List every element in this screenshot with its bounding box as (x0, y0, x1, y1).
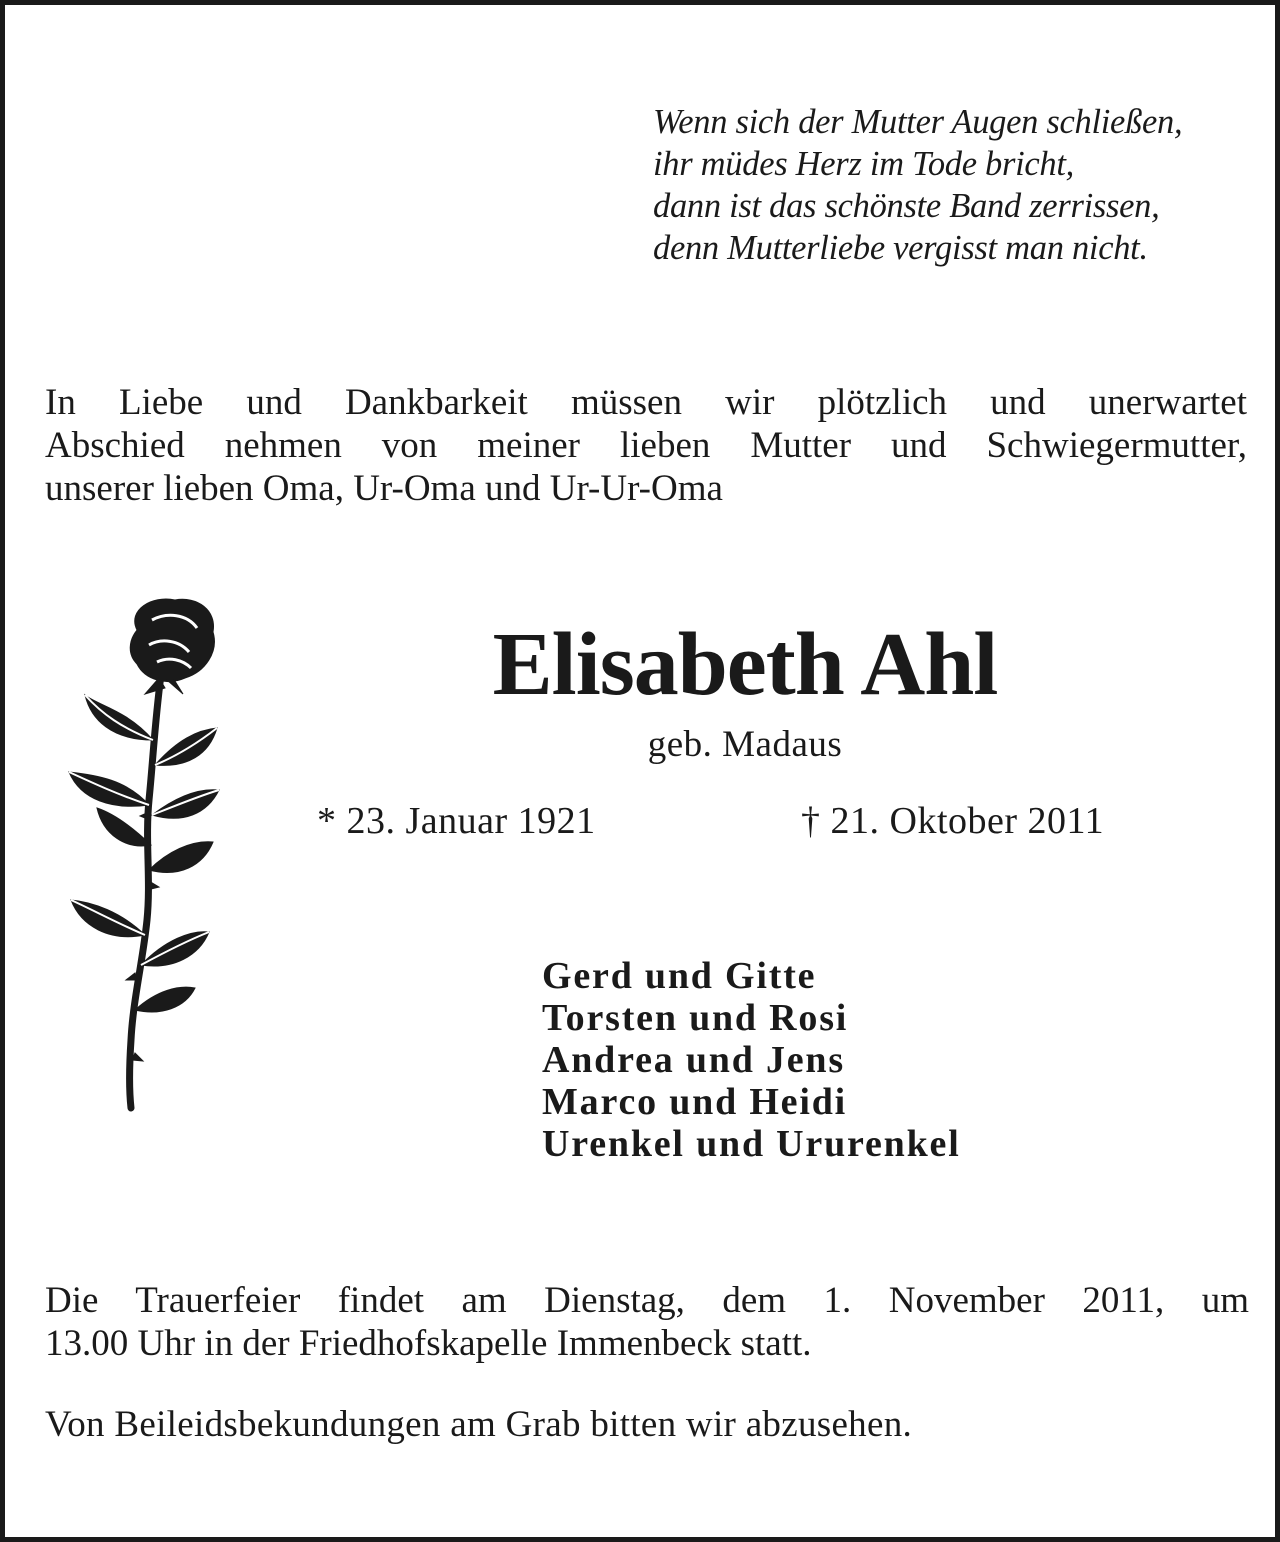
intro-line: unserer lieben Oma, Ur-Oma und Ur-Ur-Oma (45, 468, 723, 509)
death-date: † 21. Oktober 2011 (801, 800, 1105, 842)
condolence-note: Von Beileidsbekundungen am Grab bitten wir abzusehen. (45, 1404, 913, 1445)
poem-line: dann ist das schönste Band zerrissen, (653, 187, 1160, 225)
intro-line: Abschied nehmen von meiner lieben Mutter und Schwiegermutter, (45, 425, 1247, 466)
mourner-entry: Torsten und Rosi (542, 997, 849, 1039)
poem-line: denn Mutterliebe vergisst man nicht. (653, 229, 1148, 267)
rose-icon (57, 590, 237, 1115)
service-line: 13.00 Uhr in der Friedhofskapelle Immenbeck statt. (45, 1323, 812, 1364)
mourner-entry: Andrea und Jens (542, 1039, 845, 1081)
service-paragraph (45, 1279, 1249, 1365)
poem-line: Wenn sich der Mutter Augen schließen, (653, 103, 1183, 141)
service-line: Die Trauerfeier findet am Dienstag, dem 1. November 2011, um (45, 1280, 1249, 1321)
mourners-list (542, 955, 1142, 1165)
deceased-name: Elisabeth Ahl (492, 615, 998, 714)
poem (653, 101, 1263, 269)
maiden-name: geb. Madaus (647, 724, 843, 765)
intro-paragraph (45, 381, 1247, 510)
poem-line: ihr müdes Herz im Tode bricht, (653, 145, 1074, 183)
mourner-entry: Marco und Heidi (542, 1081, 847, 1123)
mourner-entry: Gerd und Gitte (542, 955, 817, 997)
mourner-entry: Urenkel und Ururenkel (542, 1123, 961, 1165)
intro-line: In Liebe und Dankbarkeit müssen wir plötzlich und unerwartet (45, 382, 1247, 423)
birth-date: * 23. Januar 1921 (317, 800, 596, 842)
